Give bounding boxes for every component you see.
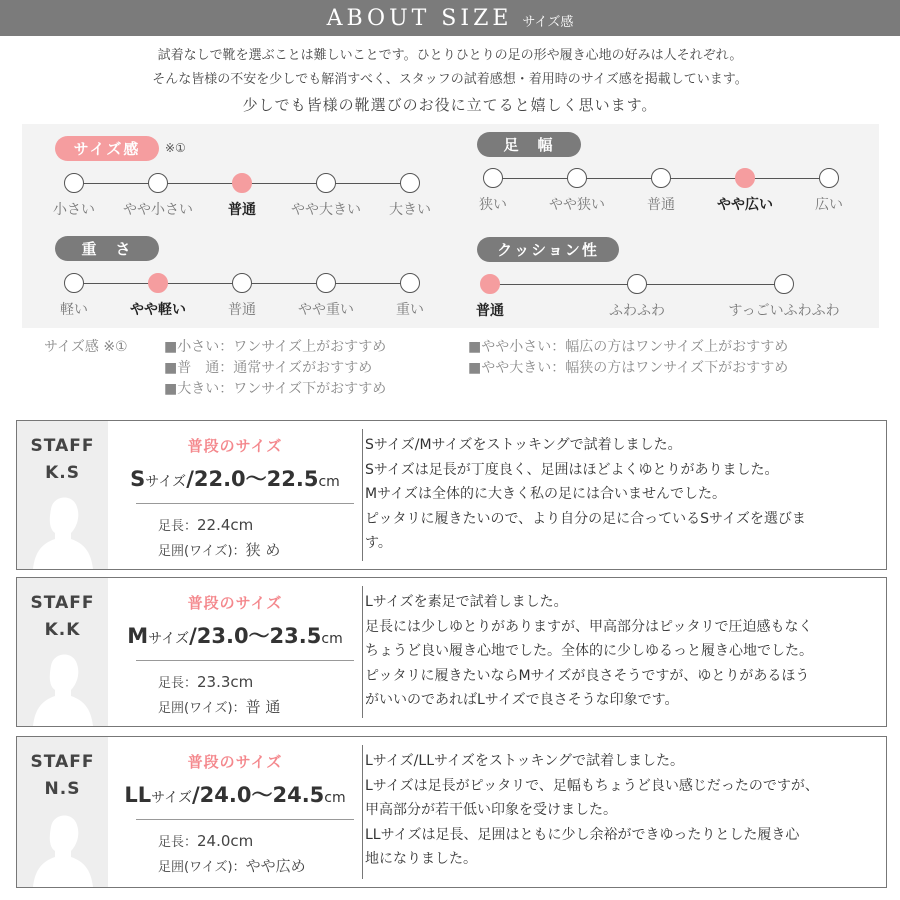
size-scale-title: サイズ感 bbox=[55, 136, 159, 161]
foot-width bbox=[158, 696, 280, 717]
size-scale-dot bbox=[316, 173, 336, 193]
intro-line-1: 試着なしで靴を選ぶことは難しいことです。ひとりひとりの足の形や履き心地の好みは人それぞれ。 bbox=[157, 48, 743, 63]
comment-line: す。 bbox=[365, 535, 392, 551]
foot-length-value: 23.3cm bbox=[197, 673, 254, 691]
comment-line: 足長には少しゆとりがありますが、甲高部分はピッタリで圧迫感もなく bbox=[365, 618, 813, 635]
usual-size-label: 普段のサイズ bbox=[187, 753, 283, 771]
weight-scale-title: 重 さ bbox=[55, 236, 159, 261]
staff-side-panel bbox=[17, 421, 108, 569]
legend-right bbox=[468, 337, 788, 379]
cushion-scale-label: 普通 bbox=[476, 303, 504, 319]
size-scale-label: 小さい bbox=[53, 202, 95, 218]
staff-comment bbox=[365, 433, 806, 556]
legend-left-item: ■小さい：ワンサイズ上がおすすめ bbox=[164, 339, 387, 355]
usual-size-value bbox=[108, 620, 362, 650]
header-title-jp: サイズ感 bbox=[522, 14, 574, 30]
staff-silhouette-icon bbox=[31, 489, 95, 569]
usual-size-value bbox=[108, 463, 362, 493]
header-title-en: ABOUT SIZE bbox=[326, 5, 513, 31]
size-scale-dot bbox=[148, 173, 168, 193]
foot-length bbox=[158, 515, 253, 534]
staff-label-top: STAFF bbox=[30, 436, 95, 456]
foot-length-label: 足長： bbox=[158, 835, 198, 850]
size-scale-dot bbox=[232, 173, 252, 193]
size-letter: S bbox=[130, 467, 146, 491]
size-word: サイズ bbox=[148, 631, 190, 647]
width-scale-label: 狭い bbox=[479, 197, 507, 213]
size-scale-label: やや小さい bbox=[123, 202, 193, 218]
cushion-scale-label: ふわふわ bbox=[609, 303, 665, 319]
width-scale-dot bbox=[483, 168, 503, 188]
comment-line: Lサイズを素足で試着しました。 bbox=[365, 594, 568, 610]
staff-label-name: K.S bbox=[45, 463, 80, 483]
cushion-scale-label: すっごいふわふわ bbox=[728, 303, 840, 319]
foot-width-label: 足囲(ワイズ)： bbox=[158, 701, 246, 716]
card-divider bbox=[362, 429, 363, 561]
size-scale-dot bbox=[64, 173, 84, 193]
staff-comment bbox=[365, 590, 813, 713]
size-word: サイズ bbox=[151, 790, 192, 806]
comment-line: ちょうど良い履き心地でした。全体的に少しゆるっと履き心地でした。 bbox=[365, 643, 813, 659]
comment-line: Lサイズは足長がピッタリで、足幅もちょうど良い感じだったのですが、 bbox=[365, 777, 819, 794]
staff-card bbox=[16, 577, 887, 727]
weight-scale-label: 重い bbox=[396, 302, 424, 318]
cushion-scale-dot bbox=[627, 274, 647, 294]
card-divider bbox=[362, 586, 363, 718]
usual-size-value bbox=[108, 779, 362, 809]
size-scale-label: 大きい bbox=[389, 202, 431, 218]
foot-length-value: 24.0cm bbox=[197, 832, 254, 850]
foot-length-label: 足長： bbox=[158, 676, 198, 691]
size-range: /23.0〜23.5 bbox=[189, 624, 322, 648]
card-divider bbox=[362, 745, 363, 879]
staff-label-name: K.K bbox=[44, 620, 81, 640]
foot-length-value: 22.4cm bbox=[197, 516, 254, 534]
comment-line: Sサイズ/Mサイズをストッキングで試着しました。 bbox=[365, 437, 682, 453]
weight-scale-label: 普通 bbox=[228, 302, 256, 318]
comment-line: LLサイズは足長、足囲はともに少し余裕ができゆったりとした履き心 bbox=[365, 826, 800, 843]
weight-scale-label: 軽い bbox=[60, 302, 88, 318]
staff-side-panel bbox=[17, 578, 108, 726]
size-unit: cm bbox=[321, 631, 343, 647]
weight-scale-label: やや軽い bbox=[130, 302, 186, 318]
cushion-scale-dot bbox=[774, 274, 794, 294]
legend-prefix: サイズ感 ※① bbox=[44, 339, 128, 355]
width-scale-label: やや広い bbox=[717, 197, 773, 213]
size-letter: M bbox=[127, 624, 149, 648]
foot-width-value: 狭 め bbox=[245, 541, 281, 559]
staff-comment bbox=[365, 749, 819, 872]
usual-size-label: 普段のサイズ bbox=[187, 437, 283, 455]
staff-card bbox=[16, 420, 887, 570]
comment-line: ピッタリに履きたいならMサイズが良さそうですが、ゆとりがあるほう bbox=[365, 667, 810, 684]
size-range: /22.0〜22.5 bbox=[186, 467, 319, 491]
staff-label-top: STAFF bbox=[30, 593, 95, 613]
size-unit: cm bbox=[318, 474, 340, 490]
card-rule bbox=[136, 660, 354, 661]
size-scale-dot bbox=[400, 173, 420, 193]
size-scale-label: 普通 bbox=[228, 202, 256, 218]
legend-left bbox=[164, 337, 386, 400]
intro-line-2: そんな皆様の不安を少しでも解消すべく、スタッフの試着感想・着用時のサイズ感を掲載しています。 bbox=[152, 72, 748, 87]
staff-label-name: N.S bbox=[44, 779, 81, 799]
width-scale-label: 広い bbox=[815, 197, 843, 213]
foot-length bbox=[158, 672, 253, 691]
card-rule bbox=[136, 819, 354, 820]
legend-right-item: ■やや大きい：幅狭の方はワンサイズ下がおすすめ bbox=[468, 360, 789, 376]
legend-right-item: ■やや小さい：幅広の方はワンサイズ上がおすすめ bbox=[468, 339, 789, 355]
size-note-mark: ※① bbox=[165, 141, 186, 155]
foot-width-label: 足囲(ワイズ)： bbox=[158, 544, 246, 559]
size-unit: cm bbox=[324, 790, 346, 806]
foot-length-label: 足長： bbox=[158, 519, 198, 534]
intro-line-3: 少しでも皆様の靴選びのお役に立てると嬉しく思います。 bbox=[242, 96, 658, 114]
staff-side-panel bbox=[17, 737, 108, 887]
staff-card bbox=[16, 736, 887, 888]
usual-size-label: 普段のサイズ bbox=[187, 594, 283, 612]
width-scale-label: やや狭い bbox=[549, 197, 605, 213]
foot-width bbox=[158, 855, 306, 876]
width-scale-dot bbox=[819, 168, 839, 188]
size-letter: LL bbox=[124, 783, 152, 807]
size-word: サイズ bbox=[145, 474, 187, 490]
comment-line: 地になりました。 bbox=[365, 851, 477, 867]
foot-width-value: 普 通 bbox=[245, 698, 281, 716]
foot-width-label: 足囲(ワイズ)： bbox=[158, 860, 246, 875]
cushion-scale-title: クッション性 bbox=[477, 237, 619, 262]
comment-line: がいいのであればLサイズで良さそうな印象です。 bbox=[365, 692, 679, 708]
width-scale-dot bbox=[651, 168, 671, 188]
width-scale-dot bbox=[735, 168, 755, 188]
foot-width-value: やや広め bbox=[245, 857, 306, 875]
weight-scale-dot bbox=[232, 273, 252, 293]
width-scale-title: 足 幅 bbox=[477, 132, 581, 157]
legend-left-item: ■大きい：ワンサイズ下がおすすめ bbox=[164, 381, 387, 397]
weight-scale-dot bbox=[64, 273, 84, 293]
staff-silhouette-icon bbox=[31, 646, 95, 726]
staff-silhouette-icon bbox=[31, 807, 95, 887]
size-scale-panel bbox=[22, 124, 879, 328]
staff-label-top: STAFF bbox=[30, 752, 95, 772]
foot-width bbox=[158, 539, 280, 560]
card-rule bbox=[136, 503, 354, 504]
weight-scale-dot bbox=[148, 273, 168, 293]
size-range: /24.0〜24.5 bbox=[192, 783, 325, 807]
foot-length bbox=[158, 831, 253, 850]
size-scale-label: やや大きい bbox=[291, 202, 361, 218]
width-scale-dot bbox=[567, 168, 587, 188]
comment-line: 甲高部分が若干低い印象を受けました。 bbox=[365, 802, 617, 818]
comment-line: Sサイズは足長が丁度良く、足囲はほどよくゆとりがありました。 bbox=[365, 461, 779, 478]
weight-scale-label: やや重い bbox=[298, 302, 354, 318]
legend-left-item: ■普 通：通常サイズがおすすめ bbox=[164, 360, 373, 376]
weight-scale-dot bbox=[400, 273, 420, 293]
cushion-scale-dot bbox=[480, 274, 500, 294]
comment-line: ピッタリに履きたいので、より自分の足に合っているSサイズを選びま bbox=[365, 510, 806, 527]
weight-scale-dot bbox=[316, 273, 336, 293]
comment-line: Mサイズは全体的に大きく私の足には合いませんでした。 bbox=[365, 486, 726, 502]
section-header bbox=[0, 0, 900, 36]
width-scale-label: 普通 bbox=[647, 197, 675, 213]
comment-line: Lサイズ/LLサイズをストッキングで試着しました。 bbox=[365, 753, 685, 769]
intro-text bbox=[0, 44, 900, 118]
